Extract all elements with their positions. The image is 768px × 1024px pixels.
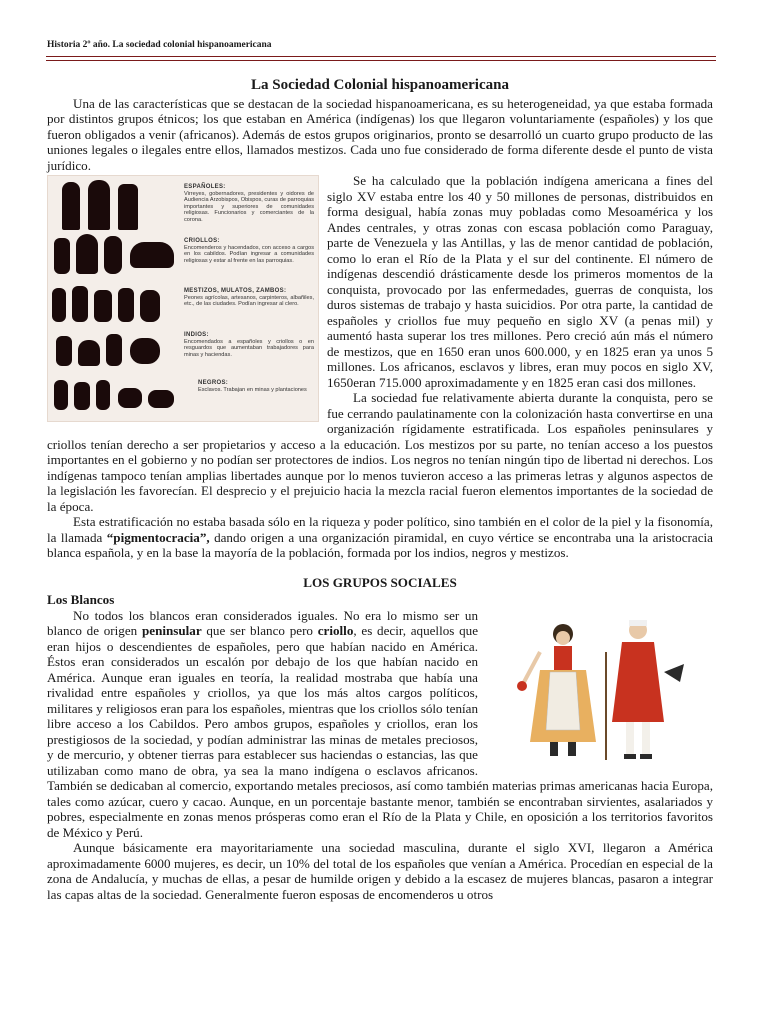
indigenous-silhouette-icon <box>78 340 100 366</box>
colonial-couple-illustration <box>488 612 713 772</box>
indigenous-silhouette-icon <box>130 338 160 364</box>
paragraph-5: No todos los blancos eran considerados iguales. No era lo mismo ser un blanco de origen peninsular que ser blanco pero criollo, es decir, aquellos que eran hijos o descendientes de españoles, pero que habían nacido en América. Éstos eran considerados un escalón por debajo de los que habían nacido en América. Aunque eran iguales en teoría, la realidad mostraba que había una rivalidad entre españoles y criollos, ya que los más altos cargos políticos, militares y religiosos eran para los españoles, mientras que los criollos sólo tenían libre acceso a los Cabildos. Pero ambos grupos, españoles y criollos, eran los prestigiosos de la sociedad, y podían administrar las minas de metales preciosos, y de mercurio, y obtener tierras para establecer sus haciendas o estancias, las que utilizaban como mano de obra, ya sea la mano indígena o esclavos africanos. También se dedicaban al comercio, exportando metales preciosos, así como también materias primas americanas hacia Europa, tales como azúcar, cuero y cacao. Aunque, en un porcentaje bastante menor, también se encontraban sirvientes, asalariados y pobres, especialmente en zonas menos prósperas como eran el Río de la Plata y Chile, en oposición a los territorios favoritos de México y Perú. <box>47 607 713 840</box>
section-title: LOS GRUPOS SOCIALES <box>303 574 457 590</box>
mestizo-silhouette-icon <box>72 286 88 322</box>
mestizo-silhouette-icon <box>118 288 134 322</box>
section-subtitle: Los Blancos <box>47 592 115 607</box>
spaniard-silhouette-icon <box>62 182 80 230</box>
header-rule-bottom <box>46 60 716 61</box>
caption-espanoles: ESPAÑOLES: Virreyes, gobernadores, presidentes y oidores de Audiencia Arzobispos, Obispos, curas de parroquias importantes y superiores de comunidades religiosas. Funcionarios y comerciantes de la corona. <box>184 184 314 223</box>
header-rule-top <box>46 56 716 57</box>
document-body <box>47 72 713 902</box>
spaniard-silhouette-icon <box>88 180 110 230</box>
slave-silhouette-icon <box>96 380 110 410</box>
slave-silhouette-icon <box>54 380 68 410</box>
creole-silhouette-icon <box>104 236 122 274</box>
indigenous-silhouette-icon <box>56 336 72 366</box>
caption-mestizos: MESTIZOS, MULATOS, ZAMBOS: Peones agrícolas, artesanos, carpinteros, albañiles, etc., de las ciudades. Podían ingresar al clero. <box>184 288 314 307</box>
caption-negros: NEGROS: Esclavos. Trabajan en minas y plantaciones <box>198 380 307 393</box>
paragraph-2: Se ha calculado que la población indígena americana a fines del siglo XV estaba entre los 40 y 50 millones de personas, distribuidos en forma desigual, había zonas muy pobladas como Mesoamérica y los Andes centrales, y otras zonas con escasa población como Paraguay, parte de Venezuela y las Antillas, y las de menor cantidad de población, como lo eran el Río de la Plata y el sur del continente. El número de indígenas descendió drásticamente desde los primeros momentos de la conquista, provocado por las enfermedades, guerras de conquista, los duros sistemas de trabajo y hasta suicidios. Por otra parte, la cantidad de españoles y criollos fue muy pequeño en siglo XV (a penas mil) y aumentó hasta superar los tres millones. Pero creció aún más el número de mestizos, que en 1650 eran unos 600.000, y en 1825 eran ya unos 5 millones. Los africanos, esclavos y libres, eran muy pocos en siglo XV, 1650eran 715.000 aproximadamente y en 1825 eran casi dos millones. <box>327 173 713 390</box>
paragraph-4: Esta estratificación no estaba basada sólo en la riqueza y poder político, sino también en el color de la piel y la fisonomía, la llamada “pigmentocracia”, dando origen a una organización piramidal, en cuyo vértice se encontraba una la aristocracia blanca española, y en la base la mayoría de la población, formada por los indios, negros y mestizos. <box>47 514 713 560</box>
mestizo-silhouette-icon <box>52 288 66 322</box>
paragraph-6: Aunque básicamente era mayoritariamente una sociedad masculina, durante el siglo XVI, llegaron a América aproximadamente 6000 mujeres, es decir, un 10% del total de los españoles que venían a América. Procedían en especial de la zona de Andalucía, y muchas de ellas, a pesar de humilde origen y debido a la escasez de mujeres blancas, pasaron a integrar las capas altas de la sociedad. Generalmente fueron esposas de encomenderos u otros <box>47 840 713 902</box>
running-header: Historia 2º año. La sociedad colonial hispanoamericana <box>47 40 272 50</box>
creole-silhouette-icon <box>76 234 98 274</box>
colonial-couple-icon <box>488 612 713 772</box>
creole-silhouette-icon <box>54 238 70 274</box>
slave-silhouette-icon <box>118 388 142 408</box>
caption-criollos: CRIOLLOS: Encomenderos y hacendados, con acceso a cargos en los cabildos. Podían ingresar a comunidades religiosas y estar al frente en las parroquias. <box>184 238 314 264</box>
mestizo-silhouette-icon <box>140 290 160 322</box>
horse-rider-silhouette-icon <box>130 242 174 268</box>
social-pyramid-illustration <box>47 175 319 422</box>
mestizo-silhouette-icon <box>94 290 112 322</box>
indigenous-silhouette-icon <box>106 334 122 366</box>
document-title: La Sociedad Colonial hispanoamericana <box>251 77 509 93</box>
paragraph-1: Una de las características que se destacan de la sociedad hispanoamericana, es su heterogeneidad, ya que estaba formada por distintos grupos étnicos; los que estaban en América (indígenas) los que llegaron voluntariamente (españoles) y los que fueron obligados a venir (africanos). Además de estos grupos originarios, pronto se desarrolló un cuarto grupo producto de las uniones legales o ilegales entre ellos, llamados mestizos. Cada uno fue considerado de forma diferente desde el punto de vista jurídico. <box>47 95 713 173</box>
spaniard-silhouette-icon <box>118 184 138 230</box>
slave-silhouette-icon <box>74 382 90 410</box>
slave-silhouette-icon <box>148 390 174 408</box>
caption-indios: INDIOS: Encomendados a españoles y criollos o en resguardos que aumentaban trabajadores para minas y haciendas. <box>184 332 314 358</box>
paragraph-3: La sociedad fue relativamente abierta durante la conquista, pero se fue cerrando paulatinamente con la colonización hasta convertirse en una organización rígidamente estratificada. Los españoles peninsulares y criollos tenían derecho a ser propietarios y acceso a la educación. Los mestizos por su parte, no tenían acceso a los puestos importantes en el gobierno y no podían ser protectores de indios. Los negros no tenían ningún tipo de libertad ni derechos. Los indígenas tampoco tenían amplias libertades aunque por lo menos tuvieron acceso a las primeras letras y algunos aspectos de la legislación les favorecían. El desprecio y el prejuicio hacia la mezcla racial fueron elementos importantes de la sociedad de la época. <box>47 390 713 514</box>
